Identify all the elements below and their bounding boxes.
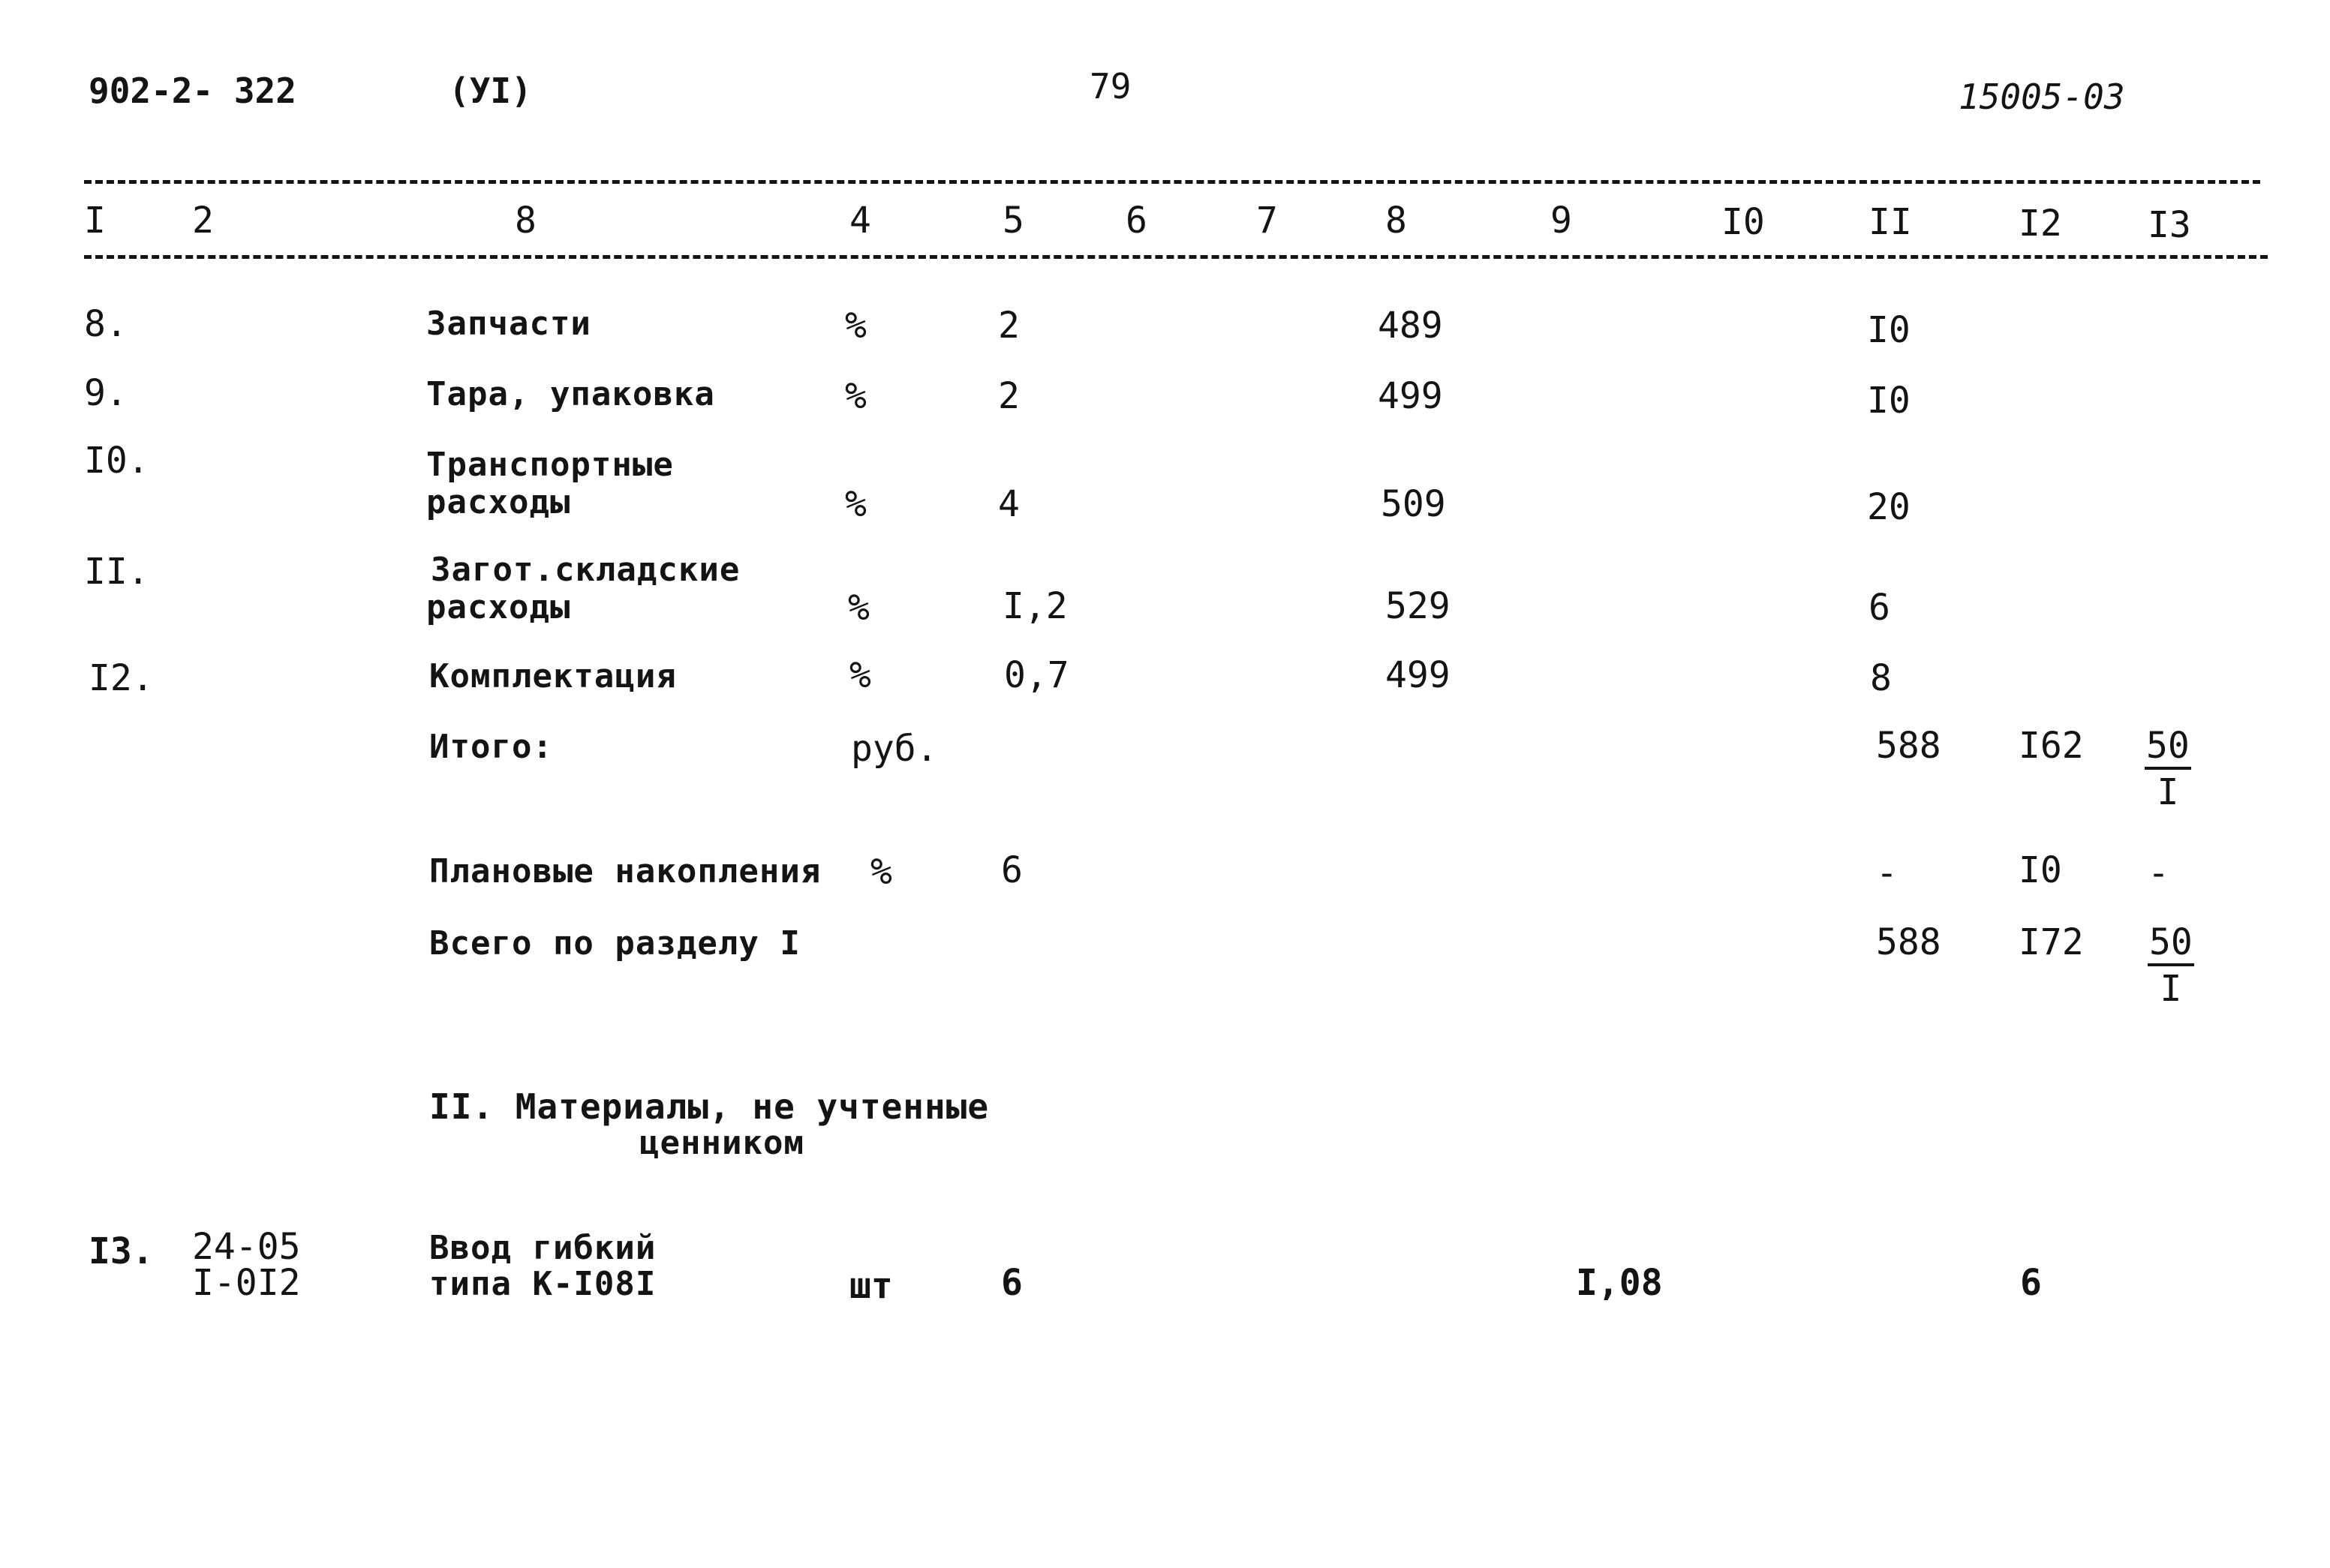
planned-col5: 6	[1001, 849, 1023, 891]
row-name: Комплектация	[429, 657, 677, 695]
section-total-col11: 588	[1876, 921, 1941, 963]
row-col5: 6	[1001, 1262, 1023, 1304]
row-col8: 499	[1378, 375, 1443, 417]
row-unit: шт	[849, 1265, 893, 1307]
row-col5: 4	[998, 483, 1020, 525]
column-header: I2	[2019, 203, 2062, 245]
header-top-rule	[84, 180, 2260, 184]
row-name-line1: Загот.складские	[431, 551, 741, 589]
row-name-line2: расходы	[426, 483, 571, 521]
row-col8: 529	[1385, 585, 1451, 627]
planned-col13: -	[2148, 852, 2169, 894]
row-col8: 489	[1378, 305, 1443, 347]
total-unit: руб.	[851, 728, 938, 770]
row-col11: I0	[1867, 309, 1911, 351]
row-unit: %	[845, 483, 867, 525]
fraction-numerator: 50	[2145, 728, 2191, 770]
total-col13-fraction	[2145, 725, 2191, 813]
section-2-title-line1: II. Материалы, не учтенные	[429, 1086, 990, 1127]
section-label: (УI)	[449, 71, 532, 111]
row-unit: %	[845, 305, 867, 347]
section-total-label: Всего по разделу I	[429, 924, 801, 963]
row-col8: 509	[1381, 483, 1446, 525]
row-col11: 20	[1867, 486, 1911, 528]
column-header: 7	[1256, 200, 1278, 242]
row-col11: 8	[1870, 657, 1892, 699]
row-name-line1: Транспортные	[426, 446, 674, 484]
row-name-line1: Ввод гибкий	[429, 1229, 657, 1267]
row-col9: I,08	[1576, 1262, 1663, 1304]
column-header: 5	[1003, 200, 1024, 242]
column-header: 9	[1550, 200, 1572, 242]
row-unit: %	[845, 375, 867, 417]
row-col11: I0	[1867, 380, 1911, 422]
row-number: II.	[84, 551, 149, 593]
fraction-denominator: I	[2157, 771, 2179, 813]
row-unit: %	[849, 654, 871, 696]
row-code-line2: I-0I2	[192, 1262, 301, 1304]
section-2-title-line2: ценником	[639, 1124, 804, 1162]
planned-label: Плановые накопления	[429, 852, 822, 891]
row-col5: 2	[998, 375, 1020, 417]
planned-unit: %	[870, 851, 892, 893]
row-code-line1: 24-05	[192, 1226, 301, 1268]
planned-col12: I0	[2019, 849, 2062, 891]
row-number: I3.	[89, 1230, 154, 1272]
row-name-line2: расходы	[426, 588, 571, 626]
row-name: Запчасти	[426, 305, 591, 343]
column-header: I0	[1721, 201, 1765, 243]
column-header: I3	[2148, 204, 2191, 246]
row-number: 9.	[84, 372, 128, 414]
row-number: I0.	[84, 440, 149, 482]
section-total-col12: I72	[2019, 921, 2084, 963]
column-header: II	[1869, 201, 1912, 243]
row-col5: 0,7	[1004, 654, 1069, 696]
column-header: 4	[849, 200, 871, 242]
header-bottom-rule	[84, 255, 2268, 259]
column-header: 2	[192, 200, 214, 242]
row-number: I2.	[89, 657, 154, 699]
row-name-line2: типа К-I08I	[429, 1265, 657, 1303]
column-header: I	[84, 200, 106, 242]
document-code: 902-2- 322	[89, 71, 296, 111]
total-col11: 588	[1876, 725, 1941, 767]
section-total-col13-fraction	[2148, 921, 2194, 1010]
page-number: 79	[1090, 66, 1132, 107]
total-label: Итого:	[429, 728, 553, 766]
column-header: 8	[515, 200, 537, 242]
row-col5: I,2	[1003, 585, 1068, 627]
column-header: 8	[1385, 200, 1407, 242]
row-col5: 2	[998, 305, 1020, 347]
total-col12: I62	[2019, 725, 2084, 767]
planned-col11: -	[1876, 852, 1898, 894]
row-name: Тара, упаковка	[426, 375, 715, 413]
row-col11: 6	[1869, 587, 1890, 629]
row-col12: 6	[2020, 1262, 2042, 1304]
archive-number: 15005-03	[1959, 77, 2125, 117]
column-header: 6	[1126, 200, 1147, 242]
row-unit: %	[848, 587, 870, 629]
fraction-numerator: 50	[2148, 924, 2194, 966]
row-col8: 499	[1385, 654, 1451, 696]
fraction-denominator: I	[2160, 968, 2182, 1010]
row-number: 8.	[84, 303, 128, 345]
